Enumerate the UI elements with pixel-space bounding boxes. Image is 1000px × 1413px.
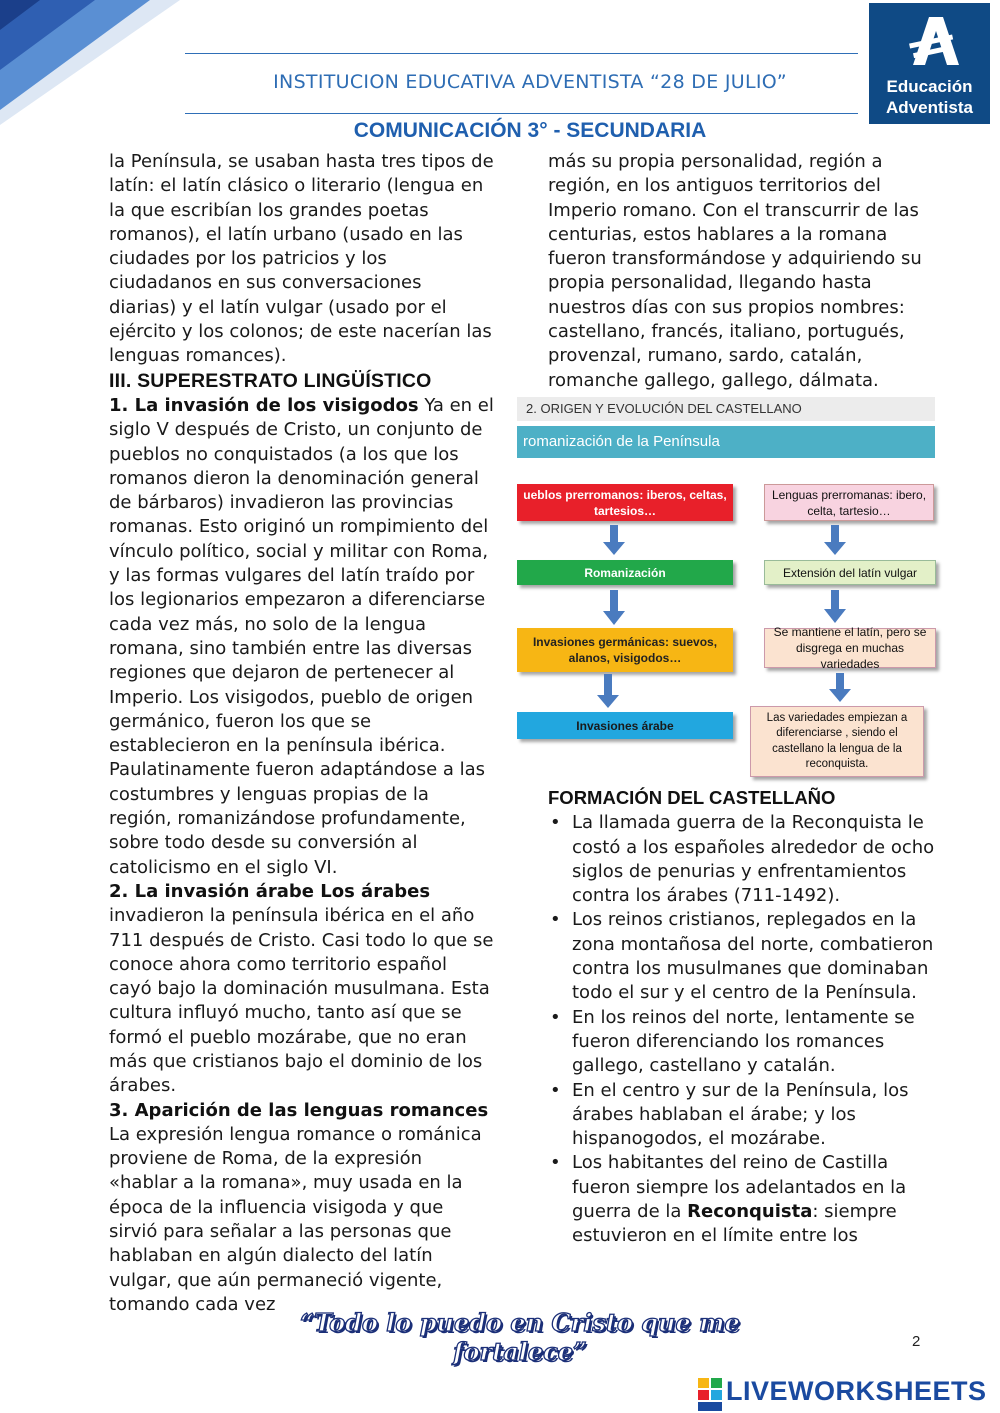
subheading-lenguas-romances: 3. Aparición de las lenguas romances bbox=[109, 1099, 489, 1121]
list-item: • En los reinos del norte, lentamente se fueron diferenciando los romances gallego, castellano y catalán. bbox=[572, 1006, 943, 1079]
formation-title: FORMACIÓN DEL CASTELLAÑO bbox=[548, 787, 836, 808]
header-top-line bbox=[185, 53, 858, 54]
arrow-down-icon bbox=[824, 525, 846, 555]
box-extension-latin: Extensión del latín vulgar bbox=[764, 560, 936, 585]
box-pueblos-prerromanos: ueblos prerromanos: iberos, celtas, tartesios… bbox=[517, 484, 733, 521]
diagram-title-bar: romanización de la Península bbox=[517, 426, 935, 458]
arrow-down-icon bbox=[603, 590, 625, 625]
logo-text-line1: Educación bbox=[886, 77, 973, 96]
text-visigodos: Ya en el siglo V después de Cristo, un conjunto de pueblos no conquistados (a los que los romanos dieron la denominación general de bárbaros) invadieron las provincias romanas. Esto originó un rompimiento del vínculo político, social y militar con Roma, y las formas vulgares del latín traído por los legionarios empezaron a diferenciarse cada vez más, no solo de la lengua romana, sino también entre las diversas regiones que dejaron de pertenecer al Imperio. Los visigodos, pueblo de origen germánico, fueron los que se establecieron en la península ibérica. Paulatinamente fueron adaptándose a las costumbres y lenguas propias de la región, romanizándose profundamente, sobre todo desde su conversión al catolicismo en el siglo VI. bbox=[109, 394, 494, 878]
logo-text-line2: Adventista bbox=[886, 98, 973, 117]
list-item: • La llamada guerra de la Reconquista le costó a los españoles alrededor de ocho siglos de penurias y enfrentamientos contra los árabes (711-1492). bbox=[572, 811, 943, 908]
paragraph-visigodos bbox=[109, 394, 494, 880]
formation-section bbox=[548, 786, 943, 1249]
header-bottom-line bbox=[185, 113, 858, 114]
section-heading-superestrato: III. SUPERESTRATO LINGÜÍSTICO bbox=[109, 369, 432, 392]
diagram-header: 2. ORIGEN Y EVOLUCIÓN DEL CASTELLANO bbox=[517, 397, 935, 421]
text-lenguas-romances: La expresión lengua romance o románica proviene de Roma, de la expresión «hablar a la romana», muy usada en la época de la influencia visigoda y que sirvió para señalar a las personas que hablaban en algún dialecto del latín vulgar, que aún permaneció vigente, tomando cada vez bbox=[109, 1123, 482, 1315]
list-item: • Los reinos cristianos, replegados en la zona montañosa del norte, combatieron contra los musulmanes que dominaban todo el sur y el centro de la Península. bbox=[572, 908, 943, 1005]
subheading-visigodos: 1. La invasión de los visigodos bbox=[109, 394, 419, 416]
educacion-adventista-logo bbox=[869, 3, 990, 124]
arrow-down-icon bbox=[603, 525, 625, 555]
list-item bbox=[572, 1151, 943, 1248]
footer-quote: “Todo lo puedo en Cristo que me fortalece” bbox=[300, 1308, 740, 1366]
liveworksheets-logo-icon bbox=[698, 1378, 724, 1412]
paragraph-romances-continued: más su propia personalidad, región a región, en los antiguos territorios del Imperio romano. Con el transcurrir de las centurias, estos hablares a la romana fueron transformándose y adquiriendo su propia personalidad, llegando hasta nuestros días con sus propios nombres: castellano, francés, italiano, portugués, provenzal, rumano, sardo, catalán, romanche gallego, gallego, dálmata. bbox=[548, 151, 922, 391]
page-number: 2 bbox=[912, 1333, 921, 1350]
liveworksheets-brand[interactable]: LIVEWORKSHEETS bbox=[726, 1376, 987, 1406]
corner-decoration bbox=[0, 0, 180, 125]
list-item-text: Los habitantes del reino de Castilla fueron siempre los adelantados en la guerra de la bbox=[572, 1152, 907, 1223]
reconquista-bold: Reconquista bbox=[687, 1201, 813, 1223]
subject-title: COMUNICACIÓN 3° - SECUNDARIA bbox=[353, 119, 707, 142]
box-invasiones-germanicas: Invasiones germánicas: suevos, alanos, visigodos… bbox=[517, 628, 733, 672]
text-invasion-arabe: invadieron la península ibérica en el año 711 después de Cristo. Casi todo lo que se conoce ahora como territorio español cayó bajo la dominación musulmana. Esta cultura influyó mucho, tanto así que se formó el pueblo mozárabe, que no eran más que cristianos bajo el dominio de los árabes. bbox=[109, 905, 494, 1097]
box-variedades-castellano: Las variedades empiezan a diferenciarse , siendo el castellano la lengua de la reconquista. bbox=[750, 706, 924, 777]
left-column bbox=[109, 150, 494, 1317]
list-item-text-end: : siempre estuvieron en el límite entre los bbox=[572, 1201, 897, 1247]
box-latin-disgrega: Se mantiene el latín, pero se disgrega en muchas variedades bbox=[764, 628, 936, 668]
logo-emblem-icon bbox=[869, 3, 990, 75]
box-invasiones-arabe: Invasiones árabe bbox=[517, 712, 733, 739]
formation-list bbox=[548, 811, 943, 1248]
arrow-down-icon bbox=[824, 590, 846, 623]
right-column bbox=[548, 150, 933, 393]
castellano-evolution-diagram bbox=[517, 397, 937, 782]
arrow-down-icon bbox=[829, 673, 851, 702]
arrow-down-icon bbox=[597, 674, 619, 708]
box-lenguas-prerromanas: Lenguas prerromanas: ibero, celta, tartesio… bbox=[764, 484, 934, 521]
subheading-invasion-arabe: 2. La invasión árabe Los árabes bbox=[109, 880, 431, 902]
paragraph-latin-types: la Península, se usaban hasta tres tipos de latín: el latín clásico o literario (lengua en la que escribían los grandes poetas romanos), el latín urbano (usado en las ciudades por los patricios y los ciudadanos en sus conversaciones diarias) y el latín vulgar (usado por el ejército y los colonos; de este nacerían las lenguas romances). bbox=[109, 151, 494, 367]
institution-name: INSTITUCION EDUCATIVA ADVENTISTA “28 DE JULIO” bbox=[273, 71, 787, 93]
box-romanizacion: Romanización bbox=[517, 560, 733, 585]
list-item: • En el centro y sur de la Península, los árabes hablaban el árabe; y los hispanogodos, el mozárabe. bbox=[572, 1079, 943, 1152]
